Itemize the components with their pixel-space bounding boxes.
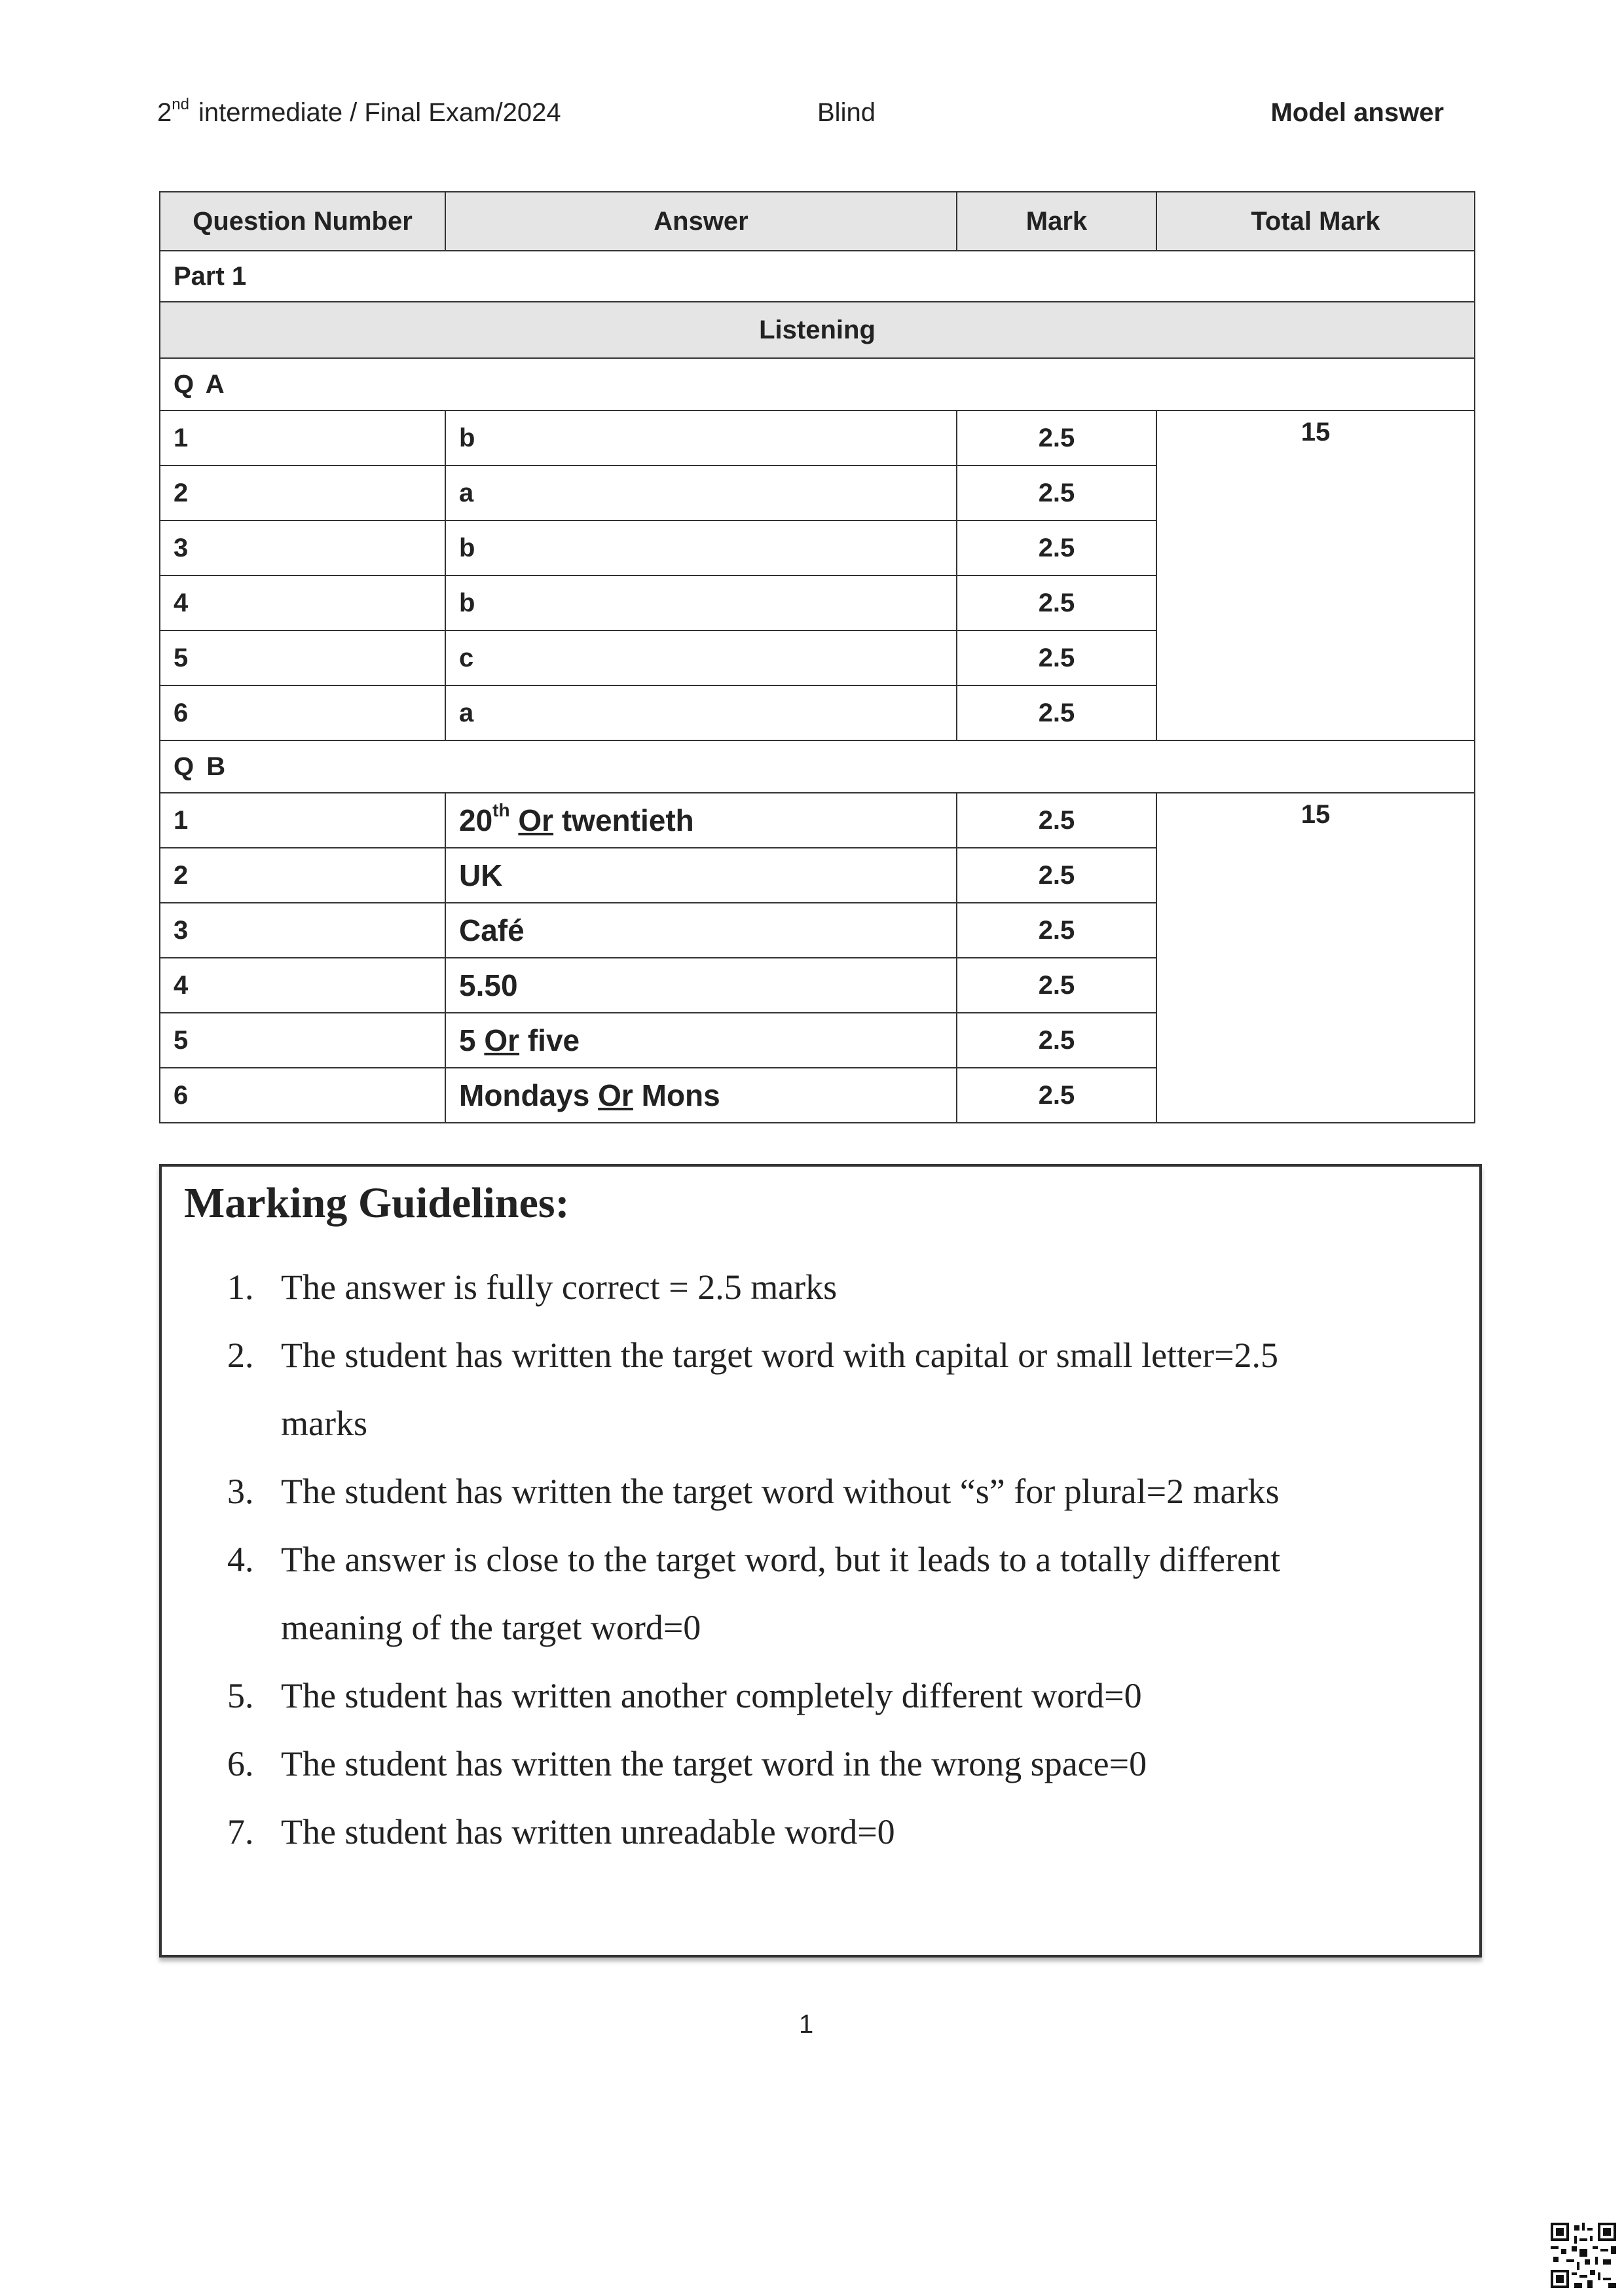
table-row: 1 b 2.5 15 xyxy=(160,410,1475,465)
table-row: 6 a 2.5 xyxy=(160,685,1475,740)
list-item: 5. The student has written another completely different word=0 xyxy=(227,1676,1142,1715)
col-mark: Mark xyxy=(957,192,1156,251)
section-title: Listening xyxy=(160,302,1475,358)
table-row: 3 Café 2.5 xyxy=(160,903,1475,958)
question-a-label: Q A xyxy=(160,358,1475,410)
page-number: 1 xyxy=(799,2010,814,2039)
guidelines-list xyxy=(227,1253,1458,1866)
exam-title: 2nd intermediate / Final Exam/2024 xyxy=(157,96,561,127)
list-item: 7. The student has written unreadable word=0 xyxy=(227,1812,895,1851)
table-row: 4 5.50 2.5 xyxy=(160,958,1475,1013)
table-row: 4 b 2.5 xyxy=(160,575,1475,630)
guidelines-title: Marking Guidelines: xyxy=(184,1179,570,1227)
answer-table xyxy=(159,191,1475,1123)
qr-code-icon xyxy=(1551,2223,1616,2288)
table-row: 6 Mondays Or Mons 2.5 xyxy=(160,1068,1475,1123)
table-header-row xyxy=(160,192,1475,251)
table-row: 2 UK 2.5 xyxy=(160,848,1475,903)
question-b-label: Q B xyxy=(160,740,1475,793)
list-item: 2. The student has written the target word with capital or small letter=2.5 marks xyxy=(227,1336,1279,1443)
exam-type: Blind xyxy=(817,98,876,127)
col-answer: Answer xyxy=(445,192,957,251)
col-total-mark: Total Mark xyxy=(1156,192,1475,251)
table-row: 1 20th Or twentieth 2.5 15 xyxy=(160,793,1475,848)
list-item: 4. The answer is close to the target word, but it leads to a totally different meaning of the target word=0 xyxy=(227,1540,1281,1647)
qa-total-mark: 15 xyxy=(1156,410,1475,740)
table-row: 5 c 2.5 xyxy=(160,630,1475,685)
list-item: 6. The student has written the target word in the wrong space=0 xyxy=(227,1744,1147,1783)
table-row: 5 5 Or five 2.5 xyxy=(160,1013,1475,1068)
col-question-number: Question Number xyxy=(160,192,445,251)
page-header xyxy=(157,98,1444,137)
list-item: 1. The answer is fully correct = 2.5 marks xyxy=(227,1267,838,1307)
document-type: Model answer xyxy=(1270,98,1444,127)
table-row: 2 a 2.5 xyxy=(160,465,1475,520)
table-row: 3 b 2.5 xyxy=(160,520,1475,575)
qb-total-mark: 15 xyxy=(1156,793,1475,1123)
part-label: Part 1 xyxy=(160,251,1475,302)
marking-guidelines-box xyxy=(159,1164,1482,1958)
list-item: 3. The student has written the target word without “s” for plural=2 marks xyxy=(227,1472,1280,1511)
